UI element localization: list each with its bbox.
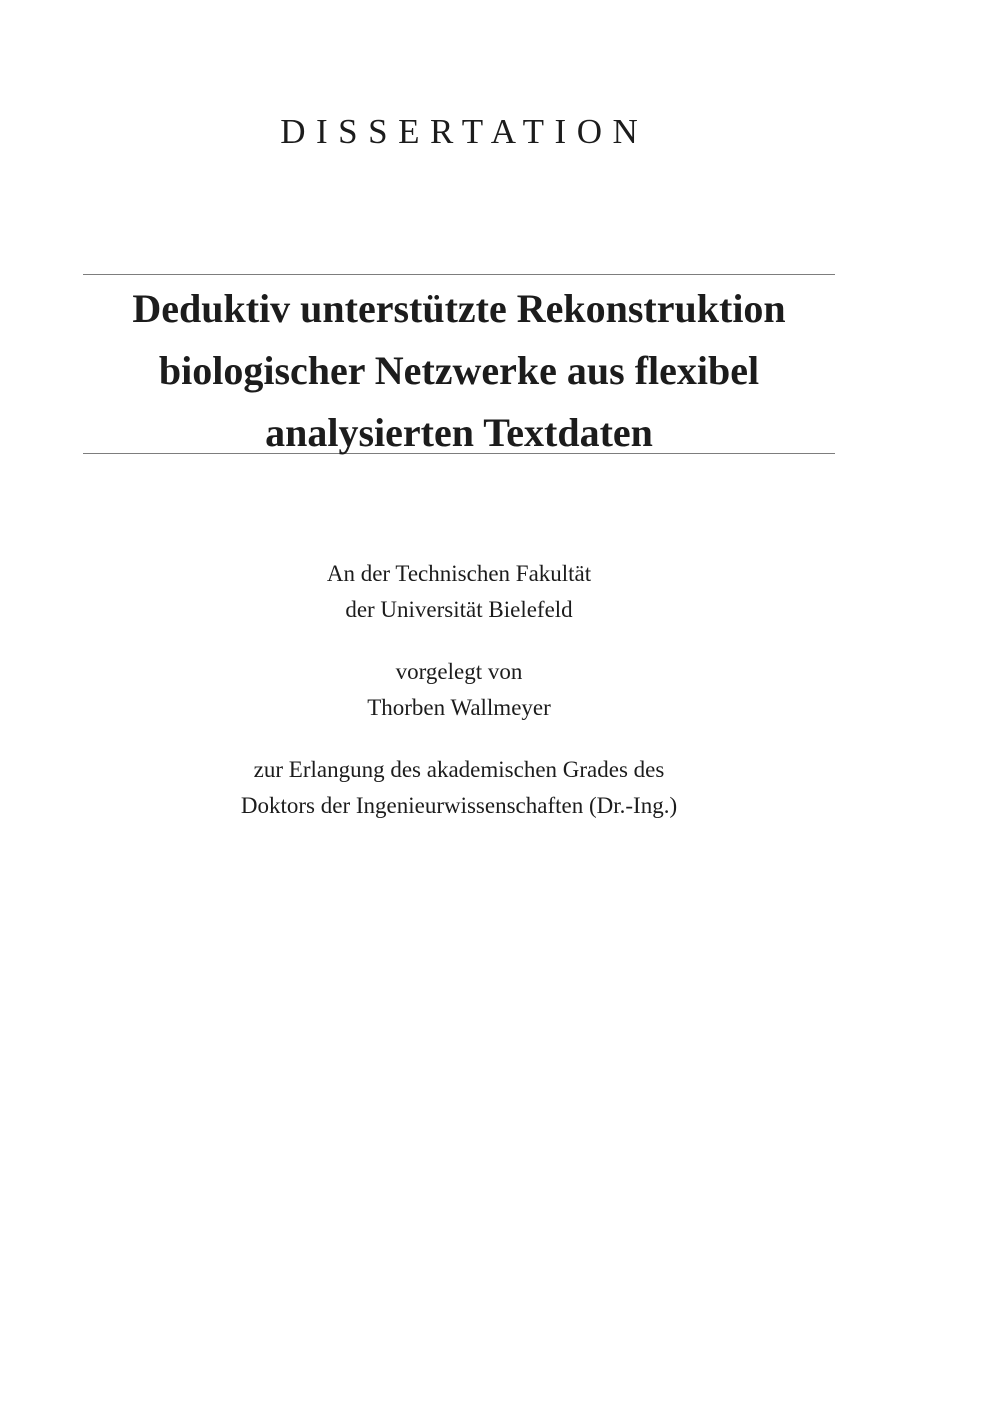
- thesis-title-line-1: Deduktiv unterstützte Rekonstruktion: [132, 286, 786, 331]
- submitted-by-label: vorgelegt von: [395, 659, 523, 684]
- thesis-title: [83, 278, 835, 464]
- degree-line-1: zur Erlangung des akademischen Grades des: [253, 757, 665, 782]
- author-name: Thorben Wallmeyer: [367, 695, 551, 720]
- dissertation-heading: DISSERTATION: [280, 112, 649, 151]
- thesis-title-line-2: biologischer Netzwerke aus flexibel: [158, 348, 760, 393]
- affiliation-line-1: An der Technischen Fakultät: [326, 561, 592, 586]
- thesis-title-line-3: analysierten Textdaten: [265, 410, 653, 455]
- submission: [83, 654, 835, 726]
- degree-line-2: Doktors der Ingenieurwissenschaften (Dr.-Ing.): [240, 793, 678, 818]
- degree-statement: [83, 752, 835, 824]
- affiliation-line-2: der Universität Bielefeld: [345, 597, 573, 622]
- title-page-content: [83, 0, 835, 824]
- affiliation: [83, 556, 835, 628]
- divider-top: [83, 274, 835, 275]
